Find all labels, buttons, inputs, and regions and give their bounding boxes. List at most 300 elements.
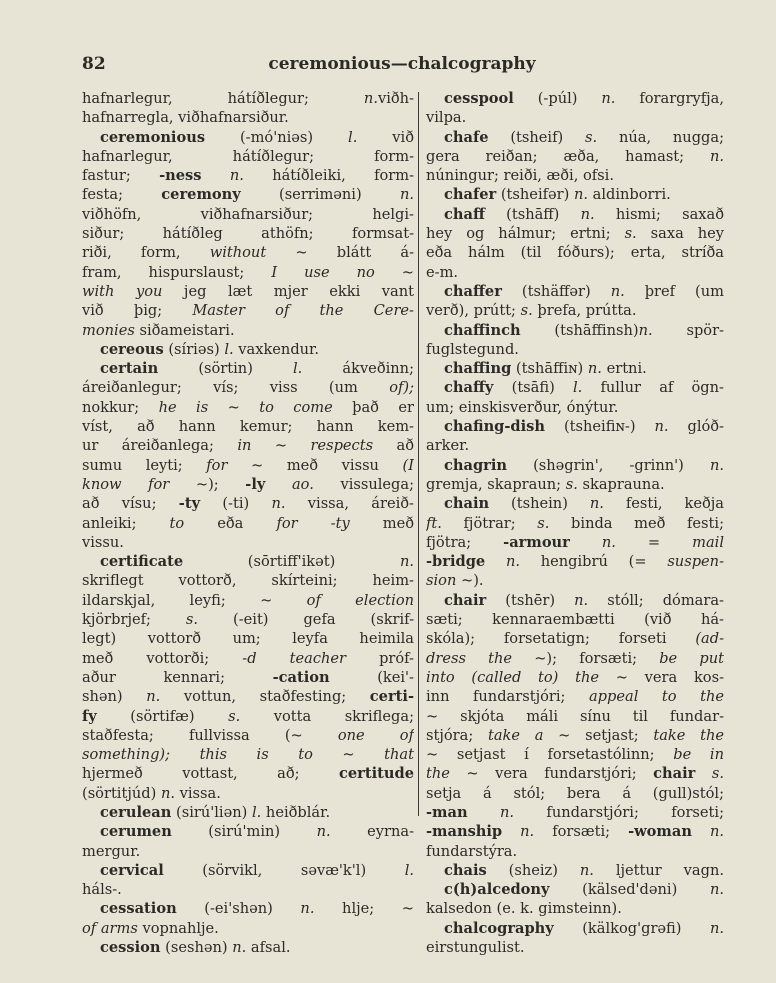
italic-text: s. — [537, 514, 550, 532]
definition-text: hey og hálmur; ertni; — [426, 225, 625, 243]
italic-text: s. — [185, 611, 199, 629]
definition-text: (tshäffər) — [501, 282, 611, 300]
definition-text: (kei'- — [329, 668, 414, 686]
entry-line — [426, 764, 724, 783]
italic-text: l. — [404, 861, 414, 879]
italic-text: n. — [160, 784, 175, 802]
entry-line — [82, 263, 414, 282]
definition-text: vaxkendur. — [233, 340, 320, 358]
entry-line — [426, 205, 724, 224]
headword: chafing-dish — [444, 418, 546, 436]
italic-text: n. — [316, 823, 331, 841]
definition-text: anleiki; — [82, 514, 170, 532]
entry-line — [82, 784, 414, 803]
left-column — [82, 89, 414, 957]
italic-text: l. — [251, 803, 262, 821]
definition-text: inn fundarstjóri; — [426, 688, 589, 706]
headword: chaffinch — [444, 321, 521, 339]
entry-line — [426, 436, 724, 455]
entry-line — [426, 571, 724, 590]
italic-text: ~ of election — [260, 591, 414, 609]
definition-text: stóll; dómara- — [588, 591, 724, 609]
entry-line — [82, 649, 414, 668]
definition-text: víst, að hann kemur; hann kem- — [82, 418, 414, 436]
entry-line — [426, 340, 724, 359]
italic-text: -d teacher — [242, 649, 347, 667]
headword: chair — [653, 765, 696, 783]
definition-text: fuglstegund. — [426, 340, 519, 358]
entry-line — [82, 880, 414, 899]
italic-text: n. — [579, 861, 594, 879]
entry-line — [82, 378, 414, 397]
entry-line — [82, 861, 414, 880]
headword: chaff — [444, 205, 485, 223]
italic-text: s. — [624, 225, 637, 243]
entry-line — [82, 398, 414, 417]
definition-text: hafnarlegur, hátíðlegur; form- — [82, 147, 414, 165]
definition-text: ); — [208, 475, 246, 493]
entry-line — [426, 687, 724, 706]
definition-text: vopnahlje. — [137, 919, 219, 937]
entry-line — [82, 629, 414, 648]
definition-text: núa, nugga; — [597, 128, 724, 146]
entry-line — [426, 938, 724, 957]
entry-line — [82, 533, 414, 552]
headword: ceremony — [161, 186, 241, 204]
entry-line — [82, 803, 414, 822]
definition-text: (seshən) — [160, 939, 233, 957]
page-number: 82 — [82, 54, 106, 74]
definition-text: vera kos- — [627, 668, 724, 686]
headword: certain — [100, 360, 159, 378]
italic-text: (I — [402, 456, 414, 474]
entry-line — [82, 359, 414, 378]
headword: -ness — [159, 167, 202, 185]
definition-text: með — [349, 514, 414, 532]
italic-text: n. — [363, 90, 378, 107]
entry-line — [82, 687, 414, 706]
definition-text: gera reiðan; æða, hamast; — [426, 147, 710, 165]
definition-text: (-ti) — [200, 495, 272, 513]
italic-text: into (called to) the ~ — [426, 668, 628, 686]
definition-text: (sirú'min) — [171, 823, 317, 841]
definition-text: við — [357, 128, 414, 146]
italic-text: n. — [574, 591, 589, 609]
definition-text: aður kennari; — [82, 668, 273, 686]
definition-text: fundarstjóri; forseti; — [514, 803, 724, 821]
entry-line — [82, 243, 414, 262]
italic-text: n. — [271, 495, 286, 513]
italic-text: n. — [709, 919, 724, 937]
entry-line — [426, 185, 724, 204]
definition-text: (-ei'shən) — [176, 900, 301, 918]
entry-line — [82, 745, 414, 764]
italic-text: s. — [585, 128, 598, 146]
definition-text: fjötrar; — [441, 514, 538, 532]
entry-line — [82, 571, 414, 590]
headword: cereous — [100, 340, 164, 358]
italic-text: take the — [653, 726, 724, 744]
headword: certitude — [339, 765, 414, 783]
italic-text: of); — [389, 379, 414, 397]
definition-text: ákveðinn; — [302, 360, 414, 378]
entry-line — [426, 668, 724, 687]
headword: cerumen — [100, 823, 172, 841]
definition-text: saxa hey — [636, 225, 724, 243]
right-column — [426, 89, 724, 957]
headword: fy — [82, 707, 97, 725]
entry-line — [82, 128, 414, 147]
entry-line — [426, 224, 724, 243]
definition-text: (tshāffinsh) — [520, 321, 639, 339]
definition-text: með vottorði; — [82, 649, 243, 667]
entry-line — [82, 514, 414, 533]
entry-line — [426, 166, 724, 185]
italic-text: s. — [520, 302, 533, 320]
italic-text: n. — [573, 186, 589, 204]
definition-text: ljettur vagn. — [593, 861, 724, 879]
italic-text: (ad- — [695, 630, 724, 648]
headword: cessation — [100, 900, 177, 918]
italic-text: n. — [399, 553, 414, 571]
italic-text: ao. — [291, 475, 314, 493]
entry-line — [82, 726, 414, 745]
definition-text: ~ skjóta máli sínu til fundar- — [426, 707, 724, 725]
italic-text: l. — [348, 128, 358, 146]
italic-text: l. — [224, 340, 234, 358]
definition-text: (-eit) gefa (skrif- — [198, 611, 414, 629]
entry-line — [82, 938, 414, 957]
definition-text: ). — [473, 572, 484, 590]
definition-text: núningur; reiði, æði, ofsi. — [426, 167, 614, 185]
definition-text: skriflegt vottorð, skírteini; heim- — [82, 572, 414, 590]
definition-text: forargryfja, — [615, 90, 724, 107]
definition-text: (-púl) — [513, 90, 602, 107]
definition-text: vissu. — [82, 533, 124, 551]
italic-text: for -ty — [276, 514, 350, 532]
headword: certificate — [100, 553, 184, 571]
entry-line — [426, 514, 724, 533]
entry-line — [82, 205, 414, 224]
definition-text: ); forsæti; — [546, 649, 660, 667]
definition-text: (serriməni) — [240, 186, 400, 204]
headword: chafe — [444, 128, 489, 146]
entry-line — [426, 359, 724, 378]
entry-line — [82, 147, 414, 166]
definition-text: ~ setjast í forsetastólinn; — [426, 746, 674, 764]
running-head: ceremonious—chalcography — [268, 54, 536, 74]
definition-text: skaprauna. — [577, 475, 665, 493]
entry-line — [82, 919, 414, 938]
entry-line — [82, 552, 414, 571]
italic-text: n. — [399, 186, 414, 204]
headword: -ly — [245, 475, 266, 493]
italic-text: for ~ — [206, 456, 264, 474]
definition-text: stjóra; — [426, 726, 488, 744]
entry-line — [82, 224, 414, 243]
italic-text: n. — [580, 205, 595, 223]
definition-text: forsæti; — [534, 823, 629, 841]
italic-text: know for ~ — [82, 475, 209, 493]
definition-text: hlje; ~ — [314, 900, 414, 918]
entry-line — [426, 591, 724, 610]
headword: -man — [426, 803, 468, 821]
italic-text: dress the ~ — [426, 649, 547, 667]
definition-text: verð), prútt; — [426, 302, 521, 320]
definition-text: próf- — [346, 649, 414, 667]
entry-line — [82, 340, 414, 359]
definition-text: hafnarlegur, hátíðlegur; — [82, 90, 364, 107]
italic-text: I use no ~ — [271, 263, 414, 281]
column-divider — [418, 92, 419, 816]
entry-line — [426, 629, 724, 648]
definition-text — [502, 823, 520, 840]
italic-text: sion ~ — [426, 572, 474, 590]
entry-line — [82, 899, 414, 918]
entry-line — [426, 726, 724, 745]
entry-line — [82, 591, 414, 610]
definition-text: viðhöfn, viðhafnarsiður; helgi- — [82, 205, 414, 223]
italic-text: be put — [659, 649, 724, 667]
entry-line — [82, 436, 414, 455]
definition-text: vilpa. — [426, 109, 467, 127]
italic-text: suspen- — [667, 553, 724, 571]
definition-text: (kälsed'dəni) — [549, 881, 710, 899]
definition-text: um; einskisverður, ónýtur. — [426, 398, 619, 416]
headword: chais — [444, 861, 487, 879]
definition-text: eða hálm (til fóðurs); erta, stríða — [426, 244, 724, 262]
definition-text: aldinborri. — [588, 186, 671, 204]
definition-text: arker. — [426, 437, 470, 455]
italic-text: in ~ respects — [237, 437, 374, 455]
entry-line — [82, 282, 414, 301]
entry-line — [426, 108, 724, 127]
headword: -ty — [178, 495, 201, 513]
definition-text: (sörvikl, səvæ'k'l) — [163, 861, 405, 879]
definition-text — [695, 765, 712, 782]
definition-text: að — [373, 437, 414, 455]
entry-line — [426, 803, 724, 822]
definition-text: sumu leyti; — [82, 456, 207, 474]
entry-line — [426, 649, 724, 668]
headword: chaffy — [444, 379, 494, 397]
definition-text: ur áreiðanlega; — [82, 437, 238, 455]
entry-line — [426, 263, 724, 282]
entry-line — [426, 147, 724, 166]
definition-text — [485, 553, 506, 570]
definition-text: þrefa, prútta. — [532, 302, 637, 320]
headword: -armour — [503, 533, 570, 551]
headword: ceremonious — [100, 128, 206, 146]
definition-text: fastur; — [82, 167, 160, 185]
italic-text: n. — [638, 321, 653, 339]
definition-text: vottun, staðfesting; — [160, 688, 370, 706]
italic-text: n. — [610, 282, 625, 300]
definition-text: hismi; saxað — [594, 205, 724, 223]
definition-text: festa; — [82, 186, 162, 204]
definition-text: (tsheifiɴ-) — [545, 418, 655, 436]
entry-line — [426, 899, 724, 918]
definition-text: = — [615, 533, 693, 551]
entry-line — [426, 533, 724, 552]
definition-text: (tsheifər) — [496, 186, 574, 204]
definition-text: kjörbrjef; — [82, 611, 186, 629]
entry-line — [426, 745, 724, 764]
italic-text: n. — [520, 823, 535, 841]
definition-text — [692, 823, 710, 840]
italic-text: s. — [565, 475, 578, 493]
italic-text: n. — [229, 167, 244, 185]
definition-text: shən) — [82, 688, 147, 706]
definition-text: siður; hátíðleg athöfn; formsat- — [82, 225, 414, 243]
definition-text: (sörtin) — [158, 360, 293, 378]
definition-text: ertni. — [601, 360, 647, 378]
italic-text: l. — [292, 360, 303, 378]
headword: cerulean — [100, 803, 172, 821]
italic-text: n. — [709, 823, 724, 841]
definition-text: setja á stól; bera á (gull)stól; — [426, 784, 724, 802]
italic-text: s. — [228, 707, 241, 725]
entry-line — [82, 842, 414, 861]
headword: c(h)alcedony — [444, 881, 550, 899]
entry-line — [82, 108, 414, 127]
definition-text: festi, keðja — [603, 495, 724, 513]
definition-text: (kälkog'grəfi) — [553, 919, 710, 937]
entry-line — [426, 919, 724, 938]
definition-text: ildarskjal, leyfi; — [82, 591, 261, 609]
entry-line — [426, 475, 724, 494]
definition-text: (tsheif) — [488, 128, 585, 146]
entry-line — [426, 707, 724, 726]
definition-text: (síriəs) — [163, 340, 225, 358]
definition-text: (tshēr) — [486, 591, 575, 609]
entry-line — [426, 880, 724, 899]
entry-line — [82, 822, 414, 841]
definition-text: (sōrtiff'ikət) — [183, 553, 400, 571]
definition-text: e-m. — [426, 263, 459, 281]
headword: chain — [444, 495, 490, 513]
italic-text: with you — [82, 282, 163, 300]
italic-text: n. — [505, 553, 520, 571]
entry-line — [82, 185, 414, 204]
entry-line — [82, 475, 414, 494]
italic-text: n. — [587, 360, 602, 378]
entry-line — [426, 494, 724, 513]
definition-text: votta skriflega; — [240, 707, 414, 725]
entry-line — [426, 243, 724, 262]
italic-text: n. — [709, 456, 724, 474]
italic-text: n. — [499, 803, 515, 821]
italic-text: n. — [232, 939, 247, 957]
headword: chalcography — [444, 919, 554, 937]
entry-line — [426, 128, 724, 147]
italic-text: n. — [709, 147, 724, 165]
definition-text: fullur af ögn- — [582, 379, 724, 397]
definition-text — [570, 534, 602, 551]
entry-line — [82, 417, 414, 436]
definition-text: gremja, skapraun; — [426, 475, 566, 493]
italic-text: n. — [709, 881, 724, 899]
definition-text: (shəgrin', -grinn') — [507, 456, 710, 474]
headword: chafer — [444, 186, 497, 204]
entry-line — [426, 378, 724, 397]
italic-text: n. — [300, 900, 315, 918]
italic-text: to — [169, 514, 185, 532]
italic-text: monies — [82, 321, 135, 339]
headword: chagrin — [444, 456, 507, 474]
italic-text: the ~ — [426, 765, 479, 783]
definition-text: (tshāffiɴ) — [511, 360, 588, 378]
definition-text: hengibrú (= — [519, 553, 668, 571]
definition-text: vissulega; — [313, 475, 414, 493]
entry-line — [82, 707, 414, 726]
definition-text: vera fundarstjóri; — [478, 765, 654, 783]
italic-text: n. — [654, 418, 669, 436]
definition-text: við þig; — [82, 302, 193, 320]
italic-text: ~ one of — [290, 726, 414, 744]
italic-text: n. — [589, 495, 604, 513]
headword: -cation — [272, 668, 330, 686]
italic-text: he is ~ to come — [158, 398, 333, 416]
definition-text: fram, hispurslaust; — [82, 263, 272, 281]
headword: cesspool — [444, 90, 514, 107]
definition-text: (sheiz) — [486, 861, 580, 879]
definition-text: (sirú'liən) — [171, 803, 252, 821]
entry-line — [426, 552, 724, 571]
headword: -manship — [426, 823, 503, 841]
italic-text: l. — [573, 379, 583, 397]
entry-line — [426, 89, 724, 108]
definition-text — [265, 476, 292, 493]
definition-text: glóð- — [668, 418, 724, 436]
entry-line — [426, 861, 724, 880]
entry-line — [426, 842, 724, 861]
entry-line — [426, 417, 724, 436]
entry-line — [426, 784, 724, 803]
definition-text: blátt á- — [307, 244, 414, 262]
definition-text: vissa. — [175, 784, 221, 802]
definition-text: þref (um — [624, 282, 724, 300]
italic-text: n. — [601, 90, 616, 107]
definition-text — [201, 167, 229, 184]
entry-line — [426, 321, 724, 340]
definition-text: það er — [332, 398, 414, 416]
definition-text: eða — [184, 514, 277, 532]
headword: chaffer — [444, 282, 502, 300]
italic-text: of arms — [82, 919, 138, 937]
definition-text: (-mó'niəs) — [205, 128, 349, 146]
definition-text: hjermeð vottast, að; — [82, 765, 339, 783]
headword: cervical — [100, 861, 164, 879]
entry-line — [426, 610, 724, 629]
headword: -woman — [628, 823, 692, 841]
headword: chair — [444, 591, 487, 609]
page-header — [82, 54, 722, 80]
italic-text: without ~ — [209, 244, 308, 262]
italic-text: n. — [601, 533, 616, 551]
italic-text: be in — [673, 746, 724, 764]
definition-text: kalsedon (e. k. gimsteinn). — [426, 900, 622, 918]
italic-text: s. — [711, 765, 724, 783]
entry-line — [426, 398, 724, 417]
headword: certi- — [369, 688, 414, 706]
definition-text: eirstungulist. — [426, 939, 525, 957]
headword: chaffing — [444, 360, 512, 378]
definition-text: (tshein) — [489, 495, 590, 513]
definition-text: hafnarregla, viðhafnarsiður. — [82, 109, 289, 127]
entry-line — [82, 610, 414, 629]
definition-text: viðh- — [377, 90, 414, 107]
